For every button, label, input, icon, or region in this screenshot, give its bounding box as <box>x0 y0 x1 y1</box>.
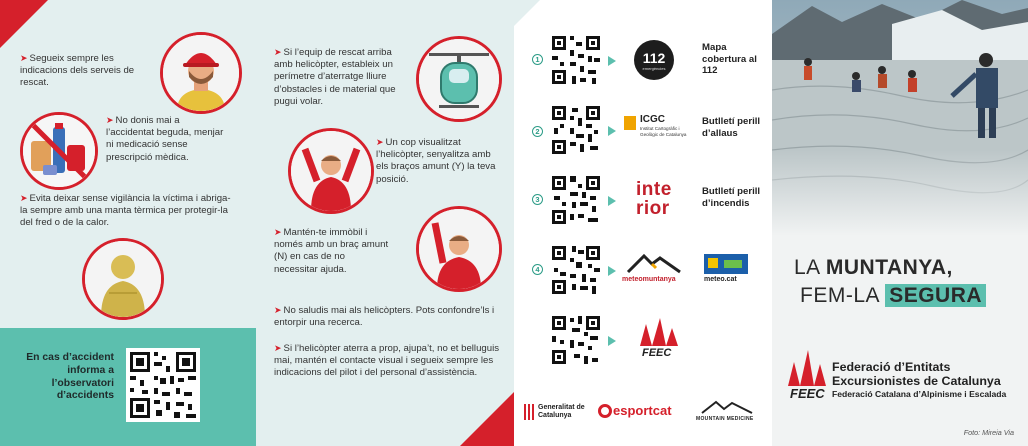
federation-name: Federació d’Entitats Excursionistes de Catalunya <box>832 360 1001 388</box>
slogan-line-1: LA MUNTANYA, <box>794 256 953 279</box>
tip-thermal-blanket: ➤ Evita deixar sense vigilància la víctima i abriga-la sempre amb una manta tèrmica per protegir-la del fred o de la calor. <box>20 193 231 229</box>
label-112-coverage: Mapa cobertura al 112 <box>702 42 757 76</box>
glacier-climbers-image <box>772 0 1028 236</box>
rescuer-illustration <box>160 32 242 114</box>
photo-credit: Foto: Mireia Via <box>963 428 1014 437</box>
row-number-1: 1 <box>532 54 543 65</box>
logo-meteocat <box>704 254 748 288</box>
panel-resources <box>514 0 772 446</box>
panel-first-aid <box>0 0 256 446</box>
label-avalanche-bulletin: Butlletí perill d’allaus <box>702 116 761 139</box>
label-fire-bulletin: Butlletí perill d’incendis <box>702 186 761 209</box>
qr-code-meteo[interactable] <box>550 244 602 296</box>
esportcat-swirl-icon <box>598 404 612 418</box>
federation-subtitle: Federació Catalana d’Alpinisme i Escalada <box>832 389 1007 399</box>
person-arm-n-icon <box>419 209 499 289</box>
corner-fold-top <box>514 0 554 40</box>
corner-triangle-red <box>0 0 60 60</box>
meteocat-field-icon <box>724 260 742 268</box>
qr-code-feec[interactable] <box>550 314 602 366</box>
tip-no-drink: ➤ No donis mai a l’accidentat beguda, menjar ni medicació sense prescripció mèdica. <box>106 115 224 163</box>
row-number-2: 2 <box>532 126 543 137</box>
person-arms-y-icon <box>291 131 371 211</box>
generalitat-stripes-icon <box>524 404 534 420</box>
meteocat-sun-icon <box>708 258 718 268</box>
logo-meteocat-text: meteo.cat <box>704 276 737 283</box>
tip-no-wave: ➤ No saludis mai als helicòpters. Pots confondre’ls i entorpir una recerca. <box>274 305 495 329</box>
tip-follow-rescue: ➤ Segueix sempre les indicacions dels serveis de rescat. <box>20 53 135 89</box>
logo-112-sub: emergències <box>642 66 666 71</box>
panel-cover <box>772 0 1028 446</box>
corner-triangle-red-bottom <box>450 382 514 446</box>
logo-feec <box>784 348 828 404</box>
sponsor-footer <box>514 386 772 446</box>
logo-112 <box>634 40 674 80</box>
tip-crouch: ➤ Si l’helicòpter aterra a prop, ajupa’t, no et belluguis mai, mantén el contacte visual i segueix sempre les indicacions del pilot i del personal d’assistència. <box>274 343 500 379</box>
logo-meteomuntanya <box>622 252 688 288</box>
qr-code-accident[interactable] <box>126 348 200 422</box>
helicopter-icon <box>419 39 499 119</box>
logo-112-text: 112 <box>642 50 666 66</box>
qr-code-112[interactable] <box>550 34 602 86</box>
arrow-triangle-4 <box>608 266 616 276</box>
arrow-triangle-5 <box>608 336 616 346</box>
cover-photo-glacier <box>772 0 1028 236</box>
arrow-triangle-1 <box>608 56 616 66</box>
tip-signal-y: ➤ Un cop visualitzat l’helicòpter, senyalitza amb els braços amunt (Y) la teva posició. <box>376 137 496 185</box>
feec-flag-icon <box>632 316 684 346</box>
helicopter-illustration <box>416 36 502 122</box>
blanket-illustration <box>82 238 164 320</box>
accident-report-box <box>0 328 256 446</box>
qr-code-avalanche[interactable] <box>550 104 602 156</box>
logo-meteomuntanya-text: meteomuntanya <box>622 276 676 283</box>
logo-icgc-sub: Institut Cartogràfic i Geològic de Catalunya <box>640 126 687 137</box>
row-number-4: 4 <box>532 264 543 275</box>
logo-interior-text: interior <box>636 179 672 219</box>
qr-code-fire[interactable] <box>550 174 602 226</box>
logo-mountain-medicine-text: MOUNTAIN MEDICINE <box>696 416 754 422</box>
logo-feec-small <box>632 316 688 366</box>
tip-signal-n: ➤ Mantén-te immòbil i només amb un braç amunt (N) en cas de no necessitar ajuda. <box>274 227 389 275</box>
arrow-triangle-2 <box>608 126 616 136</box>
logo-feec-small-text: FEEC <box>642 347 672 359</box>
arrow-triangle-3 <box>608 196 616 206</box>
logo-icgc-text: ICGC <box>640 114 665 125</box>
logo-icgc <box>624 112 696 150</box>
rescuer-icon <box>163 35 239 111</box>
slogan-line-2: FEM-LA SEGURA <box>800 284 986 308</box>
mountain-medicine-peaks-icon <box>700 400 754 414</box>
slogan-highlight: SEGURA <box>885 284 986 307</box>
logo-interior <box>636 180 682 218</box>
arms-up-y-illustration <box>288 128 374 214</box>
no-food-drink-icon <box>23 115 95 187</box>
accident-report-text: En cas d’accident informa a l’observatori d’accidents <box>26 352 114 402</box>
thermal-blanket-icon <box>85 241 161 317</box>
logo-generalitat-text: Generalitat de Catalunya <box>538 404 585 419</box>
panel-helicopter <box>256 0 514 446</box>
logo-esportcat-text: esportcat <box>613 403 672 418</box>
arm-up-n-illustration <box>416 206 502 292</box>
no-drink-illustration <box>20 112 98 190</box>
icgc-mark-icon <box>624 116 636 130</box>
row-number-3: 3 <box>532 194 543 205</box>
tip-landing-perimeter: ➤ Si l’equip de rescat arriba amb helicòpter, estableix un perímetre d’aterratge lliure d’obstacles i de material que pugui volar. <box>274 47 396 107</box>
feec-flag-icon-large <box>784 348 828 386</box>
logo-feec-text: FEEC <box>790 386 825 401</box>
mountain-peaks-icon <box>622 252 688 274</box>
